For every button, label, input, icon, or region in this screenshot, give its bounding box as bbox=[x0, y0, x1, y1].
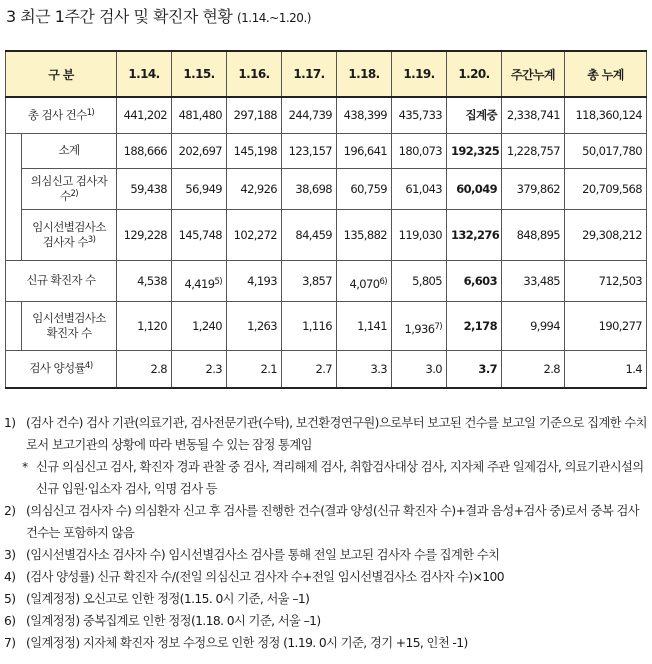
table-cell: 196,641 bbox=[337, 133, 392, 168]
testing-status-table bbox=[5, 50, 647, 389]
header-date: 1.16. bbox=[227, 51, 282, 97]
table-cell: 4,193 bbox=[227, 260, 282, 301]
footnote: 5) (일계정정) 오신고로 인한 정정(1.15. 0시 기준, 서울 –1) bbox=[4, 592, 310, 606]
table-cell: 1,240 bbox=[172, 301, 227, 350]
table-cell: 29,308,212 bbox=[565, 209, 647, 260]
table-cell: 438,399 bbox=[337, 97, 392, 133]
table-cell: 2.7 bbox=[282, 350, 337, 388]
table-cell: 3.7 bbox=[447, 350, 502, 388]
table-cell: 145,748 bbox=[172, 209, 227, 260]
row-label: 임시선별검사소 검사자 수$^{3)}$ bbox=[22, 209, 117, 260]
table-cell: 50,017,780 bbox=[565, 133, 647, 168]
title-main: 3 최근 1주간 검사 및 확진자 현황 bbox=[6, 7, 233, 26]
table-cell: 3.0 bbox=[392, 350, 447, 388]
table-cell: 6,603 bbox=[447, 260, 502, 301]
footnote: 2) (의심신고 검사자 수) 의심환자 신고 후 검사를 진행한 건수(결과 양성(신규 확진자 수)+결과 음성+검사 중)로서 중복 검사 건수는 포함하지 않음 bbox=[4, 504, 640, 540]
table-cell: 3,857 bbox=[282, 260, 337, 301]
row-label: 검사 양성률$^{4)}$ bbox=[6, 350, 117, 388]
row-label: 임시선별검사소 확진자 수 bbox=[22, 301, 117, 350]
table-cell: 1,141 bbox=[337, 301, 392, 350]
table-cell: 118,360,124 bbox=[565, 97, 647, 133]
table-cell: 4,419$^{5)}$ bbox=[172, 260, 227, 301]
table-cell: 135,882 bbox=[337, 209, 392, 260]
header-date: 1.15. bbox=[172, 51, 227, 97]
table-cell: 38,698 bbox=[282, 168, 337, 209]
table-cell: 102,272 bbox=[227, 209, 282, 260]
header-date: 1.18. bbox=[337, 51, 392, 97]
table-cell: 1,116 bbox=[282, 301, 337, 350]
table-cell: 2.1 bbox=[227, 350, 282, 388]
table-cell: 84,459 bbox=[282, 209, 337, 260]
table-cell: 297,188 bbox=[227, 97, 282, 133]
table-cell: 60,759 bbox=[337, 168, 392, 209]
row-label: 의심신고 검사자 수$^{2)}$ bbox=[22, 168, 117, 209]
table-cell: 1,120 bbox=[117, 301, 172, 350]
header-date: 1.19. bbox=[392, 51, 447, 97]
table-cell: 119,030 bbox=[392, 209, 447, 260]
footnote: 7) (일계정정) 지자체 확진자 정보 수정으로 인한 정정 (1.19. 0시 기준, 경기 +15, 인천 -1) bbox=[4, 636, 468, 650]
table-cell: 180,073 bbox=[392, 133, 447, 168]
table-header-row bbox=[6, 51, 647, 97]
table-cell: 59,438 bbox=[117, 168, 172, 209]
header-cumulative-total: 총 누계 bbox=[565, 51, 647, 97]
table-cell: 132,276 bbox=[447, 209, 502, 260]
table-cell: 188,666 bbox=[117, 133, 172, 168]
table-cell: 244,739 bbox=[282, 97, 337, 133]
table-cell: 379,862 bbox=[502, 168, 565, 209]
footnote: * 신규 의심신고 검사, 확진자 경과 관찰 중 검사, 격리해제 검사, 취합검사대상 검사, 지자체 주관 일제검사, 의료기관시설의 신규 입원·입소자 검사, 익명 검사 등 bbox=[22, 460, 644, 496]
table-cell: 145,198 bbox=[227, 133, 282, 168]
table-cell: 60,049 bbox=[447, 168, 502, 209]
footnote: 1) (검사 건수) 검사 기관(의료기관, 검사전문기관(수탁), 보건환경연구원)으로부터 보고된 건수를 보고일 기준으로 집계한 수치로서 보고기관의 상황에 따라 변동될 수 있는 잠정 통계임 bbox=[4, 416, 647, 452]
table-cell: 56,949 bbox=[172, 168, 227, 209]
page-title bbox=[6, 4, 311, 27]
table-cell: 42,926 bbox=[227, 168, 282, 209]
table-cell: 202,697 bbox=[172, 133, 227, 168]
header-date: 1.14. bbox=[117, 51, 172, 97]
table-row-positive-rate bbox=[6, 350, 647, 388]
footnote: 6) (일계정정) 중복집계로 인한 정정(1.18. 0시 기준, 서울 –1) bbox=[4, 614, 321, 628]
table-cell: 집계중 bbox=[447, 97, 502, 133]
table-cell: 4,538 bbox=[117, 260, 172, 301]
table-cell: 1.4 bbox=[565, 350, 647, 388]
table-cell: 1,263 bbox=[227, 301, 282, 350]
table-cell: 190,277 bbox=[565, 301, 647, 350]
table-row-subtotal bbox=[6, 133, 647, 168]
table-cell: 2,338,741 bbox=[502, 97, 565, 133]
footnote: 3) (임시선별검사소 검사자 수) 임시선별검사소 검사를 통해 전일 보고된 검사자 수를 집계한 수치 bbox=[4, 548, 500, 562]
table-cell: 441,202 bbox=[117, 97, 172, 133]
table-row-temp-site-confirmed bbox=[6, 301, 647, 350]
table-cell: 5,805 bbox=[392, 260, 447, 301]
table-row-total-tests bbox=[6, 97, 647, 133]
header-category: 구 분 bbox=[6, 51, 117, 97]
table-cell: 3.3 bbox=[337, 350, 392, 388]
header-weekly-total: 주간누계 bbox=[502, 51, 565, 97]
table-cell: 33,485 bbox=[502, 260, 565, 301]
row-label: 신규 확진자 수 bbox=[6, 260, 117, 301]
row-label: 소계 bbox=[22, 133, 117, 168]
table-cell: 61,043 bbox=[392, 168, 447, 209]
table-cell: 1,228,757 bbox=[502, 133, 565, 168]
table-cell: 1,936$^{7)}$ bbox=[392, 301, 447, 350]
table-cell: 192,325 bbox=[447, 133, 502, 168]
header-date: 1.20. bbox=[447, 51, 502, 97]
table-cell: 20,709,568 bbox=[565, 168, 647, 209]
header-date: 1.17. bbox=[282, 51, 337, 97]
table-cell: 2.3 bbox=[172, 350, 227, 388]
table-cell: 2,178 bbox=[447, 301, 502, 350]
table-row-temp-site-tested bbox=[6, 209, 647, 260]
table-cell: 712,503 bbox=[565, 260, 647, 301]
row-label: 총 검사 건수$^{1)}$ bbox=[6, 97, 117, 133]
table-cell: 129,228 bbox=[117, 209, 172, 260]
footnotes bbox=[4, 412, 648, 654]
table-cell: 2.8 bbox=[117, 350, 172, 388]
table-cell: 4,070$^{6)}$ bbox=[337, 260, 392, 301]
table-cell: 9,994 bbox=[502, 301, 565, 350]
footnote: 4) (검사 양성률) 신규 확진자 수/(전일 의심신고 검사자 수+전일 임시선별검사소 검사자 수)×100 bbox=[4, 570, 504, 584]
table-row-suspected-tested bbox=[6, 168, 647, 209]
table-cell: 123,157 bbox=[282, 133, 337, 168]
table-cell: 2.8 bbox=[502, 350, 565, 388]
table-cell: 848,895 bbox=[502, 209, 565, 260]
table-cell: 435,733 bbox=[392, 97, 447, 133]
table-row-new-confirmed bbox=[6, 260, 647, 301]
title-period: (1.14.~1.20.) bbox=[236, 11, 311, 25]
table-cell: 481,480 bbox=[172, 97, 227, 133]
